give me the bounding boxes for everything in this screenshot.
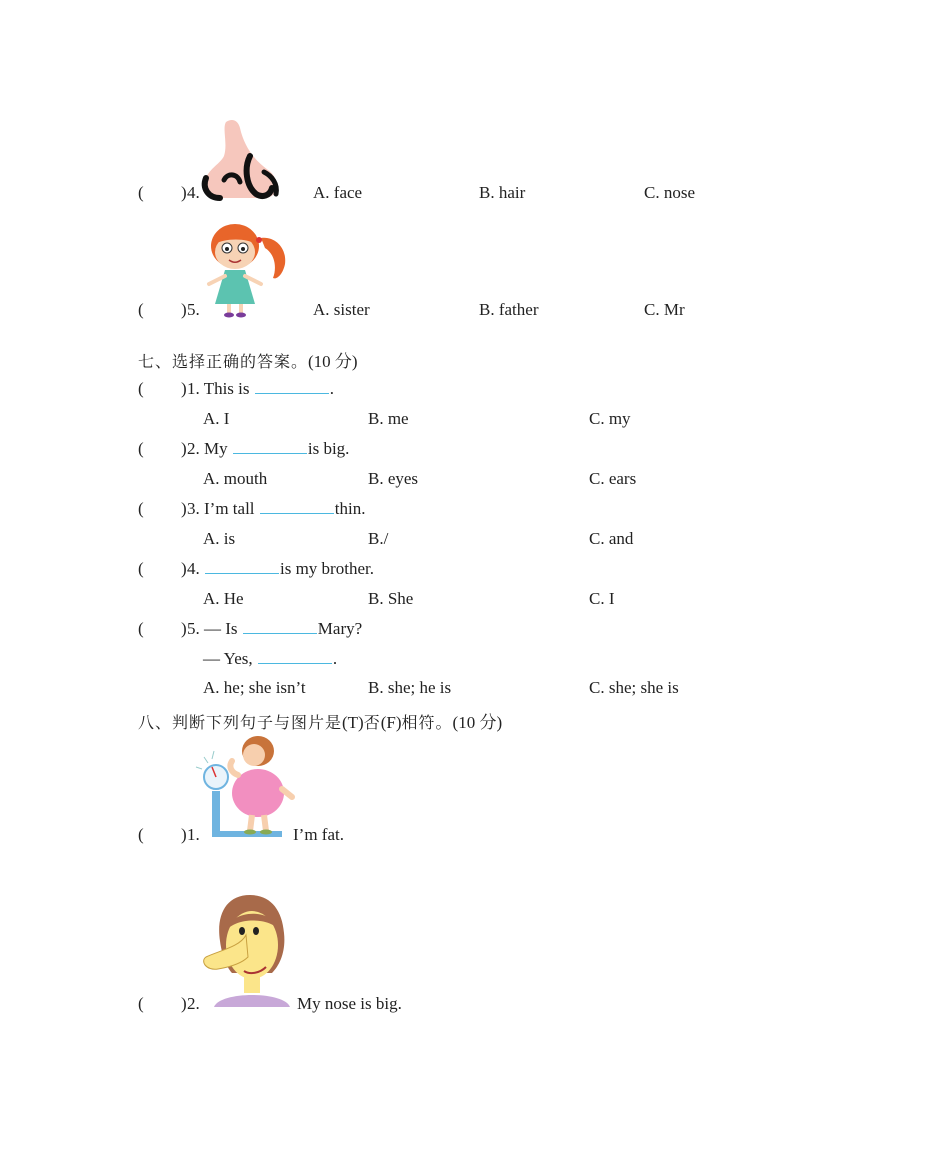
option-b[interactable]: B. eyes <box>368 469 419 488</box>
option-c[interactable]: C. Mr <box>644 300 685 319</box>
girl-icon <box>203 218 291 318</box>
section-title: 七、选择正确的答案。 <box>138 352 309 371</box>
fill-blank[interactable] <box>258 649 332 664</box>
fill-blank[interactable] <box>205 559 279 574</box>
option-a[interactable]: A. face <box>313 183 363 202</box>
option-c[interactable]: C. ears <box>589 469 637 488</box>
answer-paren-close: ) <box>181 300 187 319</box>
answer-paren-close: ) <box>181 619 187 638</box>
question-number: 5. <box>187 300 200 319</box>
answer-paren-open[interactable]: ( <box>138 183 144 202</box>
answer-paren-open[interactable]: ( <box>138 379 144 398</box>
answer-paren-open[interactable]: ( <box>138 499 144 518</box>
fill-blank[interactable] <box>233 439 307 454</box>
answer-paren-close: ) <box>181 439 187 458</box>
fill-blank[interactable] <box>260 499 334 514</box>
question-text: 5. — Is Mary? <box>187 619 363 638</box>
answer-paren-close: ) <box>181 499 187 518</box>
option-a[interactable]: A. mouth <box>203 469 268 488</box>
option-c[interactable]: C. nose <box>644 183 695 202</box>
option-a[interactable]: A. he; she isn’t <box>203 678 306 697</box>
question-text: 2. My is big. <box>187 439 350 458</box>
question-number: 2. <box>187 994 200 1013</box>
option-b[interactable]: B./ <box>368 529 389 548</box>
question-text-line2: — Yes, . <box>203 649 338 668</box>
question-text: 3. I’m tall thin. <box>187 499 366 518</box>
answer-paren-open[interactable]: ( <box>138 439 144 458</box>
option-a[interactable]: A. He <box>203 589 244 608</box>
option-b[interactable]: B. father <box>479 300 539 319</box>
answer-paren-open[interactable]: ( <box>138 559 144 578</box>
option-a[interactable]: A. is <box>203 529 236 548</box>
answer-paren-open[interactable]: ( <box>138 994 144 1013</box>
sentence: My nose is big. <box>297 994 402 1013</box>
answer-paren-open[interactable]: ( <box>138 619 144 638</box>
option-a[interactable]: A. I <box>203 409 230 428</box>
option-c[interactable]: C. and <box>589 529 634 548</box>
option-b[interactable]: B. she; he is <box>368 678 452 697</box>
question-text: 4. is my brother. <box>187 559 374 578</box>
answer-paren-close: ) <box>181 825 187 844</box>
option-b[interactable]: B. She <box>368 589 414 608</box>
section-score: (10 分) <box>452 713 503 732</box>
fat-woman-scale-icon <box>198 733 296 841</box>
section-title: 八、判断下列句子与图片是 <box>138 713 343 732</box>
question-number: 1. <box>187 825 200 844</box>
big-nose-woman-icon <box>200 891 300 1011</box>
section-8-heading: 八、判断下列句子与图片是(T)否(F)相符。(10 分) <box>138 713 503 732</box>
question-text: 1. This is . <box>187 379 335 398</box>
option-c[interactable]: C. she; she is <box>589 678 679 697</box>
fill-blank[interactable] <box>255 379 329 394</box>
answer-paren-open[interactable]: ( <box>138 825 144 844</box>
option-a[interactable]: A. sister <box>313 300 370 319</box>
option-c[interactable]: C. I <box>589 589 615 608</box>
sentence: I’m fat. <box>293 825 344 844</box>
option-b[interactable]: B. me <box>368 409 409 428</box>
answer-paren-close: ) <box>181 559 187 578</box>
answer-paren-close: ) <box>181 994 187 1013</box>
nose-icon <box>198 116 286 200</box>
section-score: (10 分) <box>308 352 358 371</box>
answer-paren-close: ) <box>181 183 187 202</box>
section-7-heading <box>138 347 358 372</box>
option-b[interactable]: B. hair <box>479 183 526 202</box>
answer-paren-close: ) <box>181 379 187 398</box>
question-number: 4. <box>187 183 200 202</box>
fill-blank[interactable] <box>243 619 317 634</box>
option-c[interactable]: C. my <box>589 409 631 428</box>
answer-paren-open[interactable]: ( <box>138 300 144 319</box>
